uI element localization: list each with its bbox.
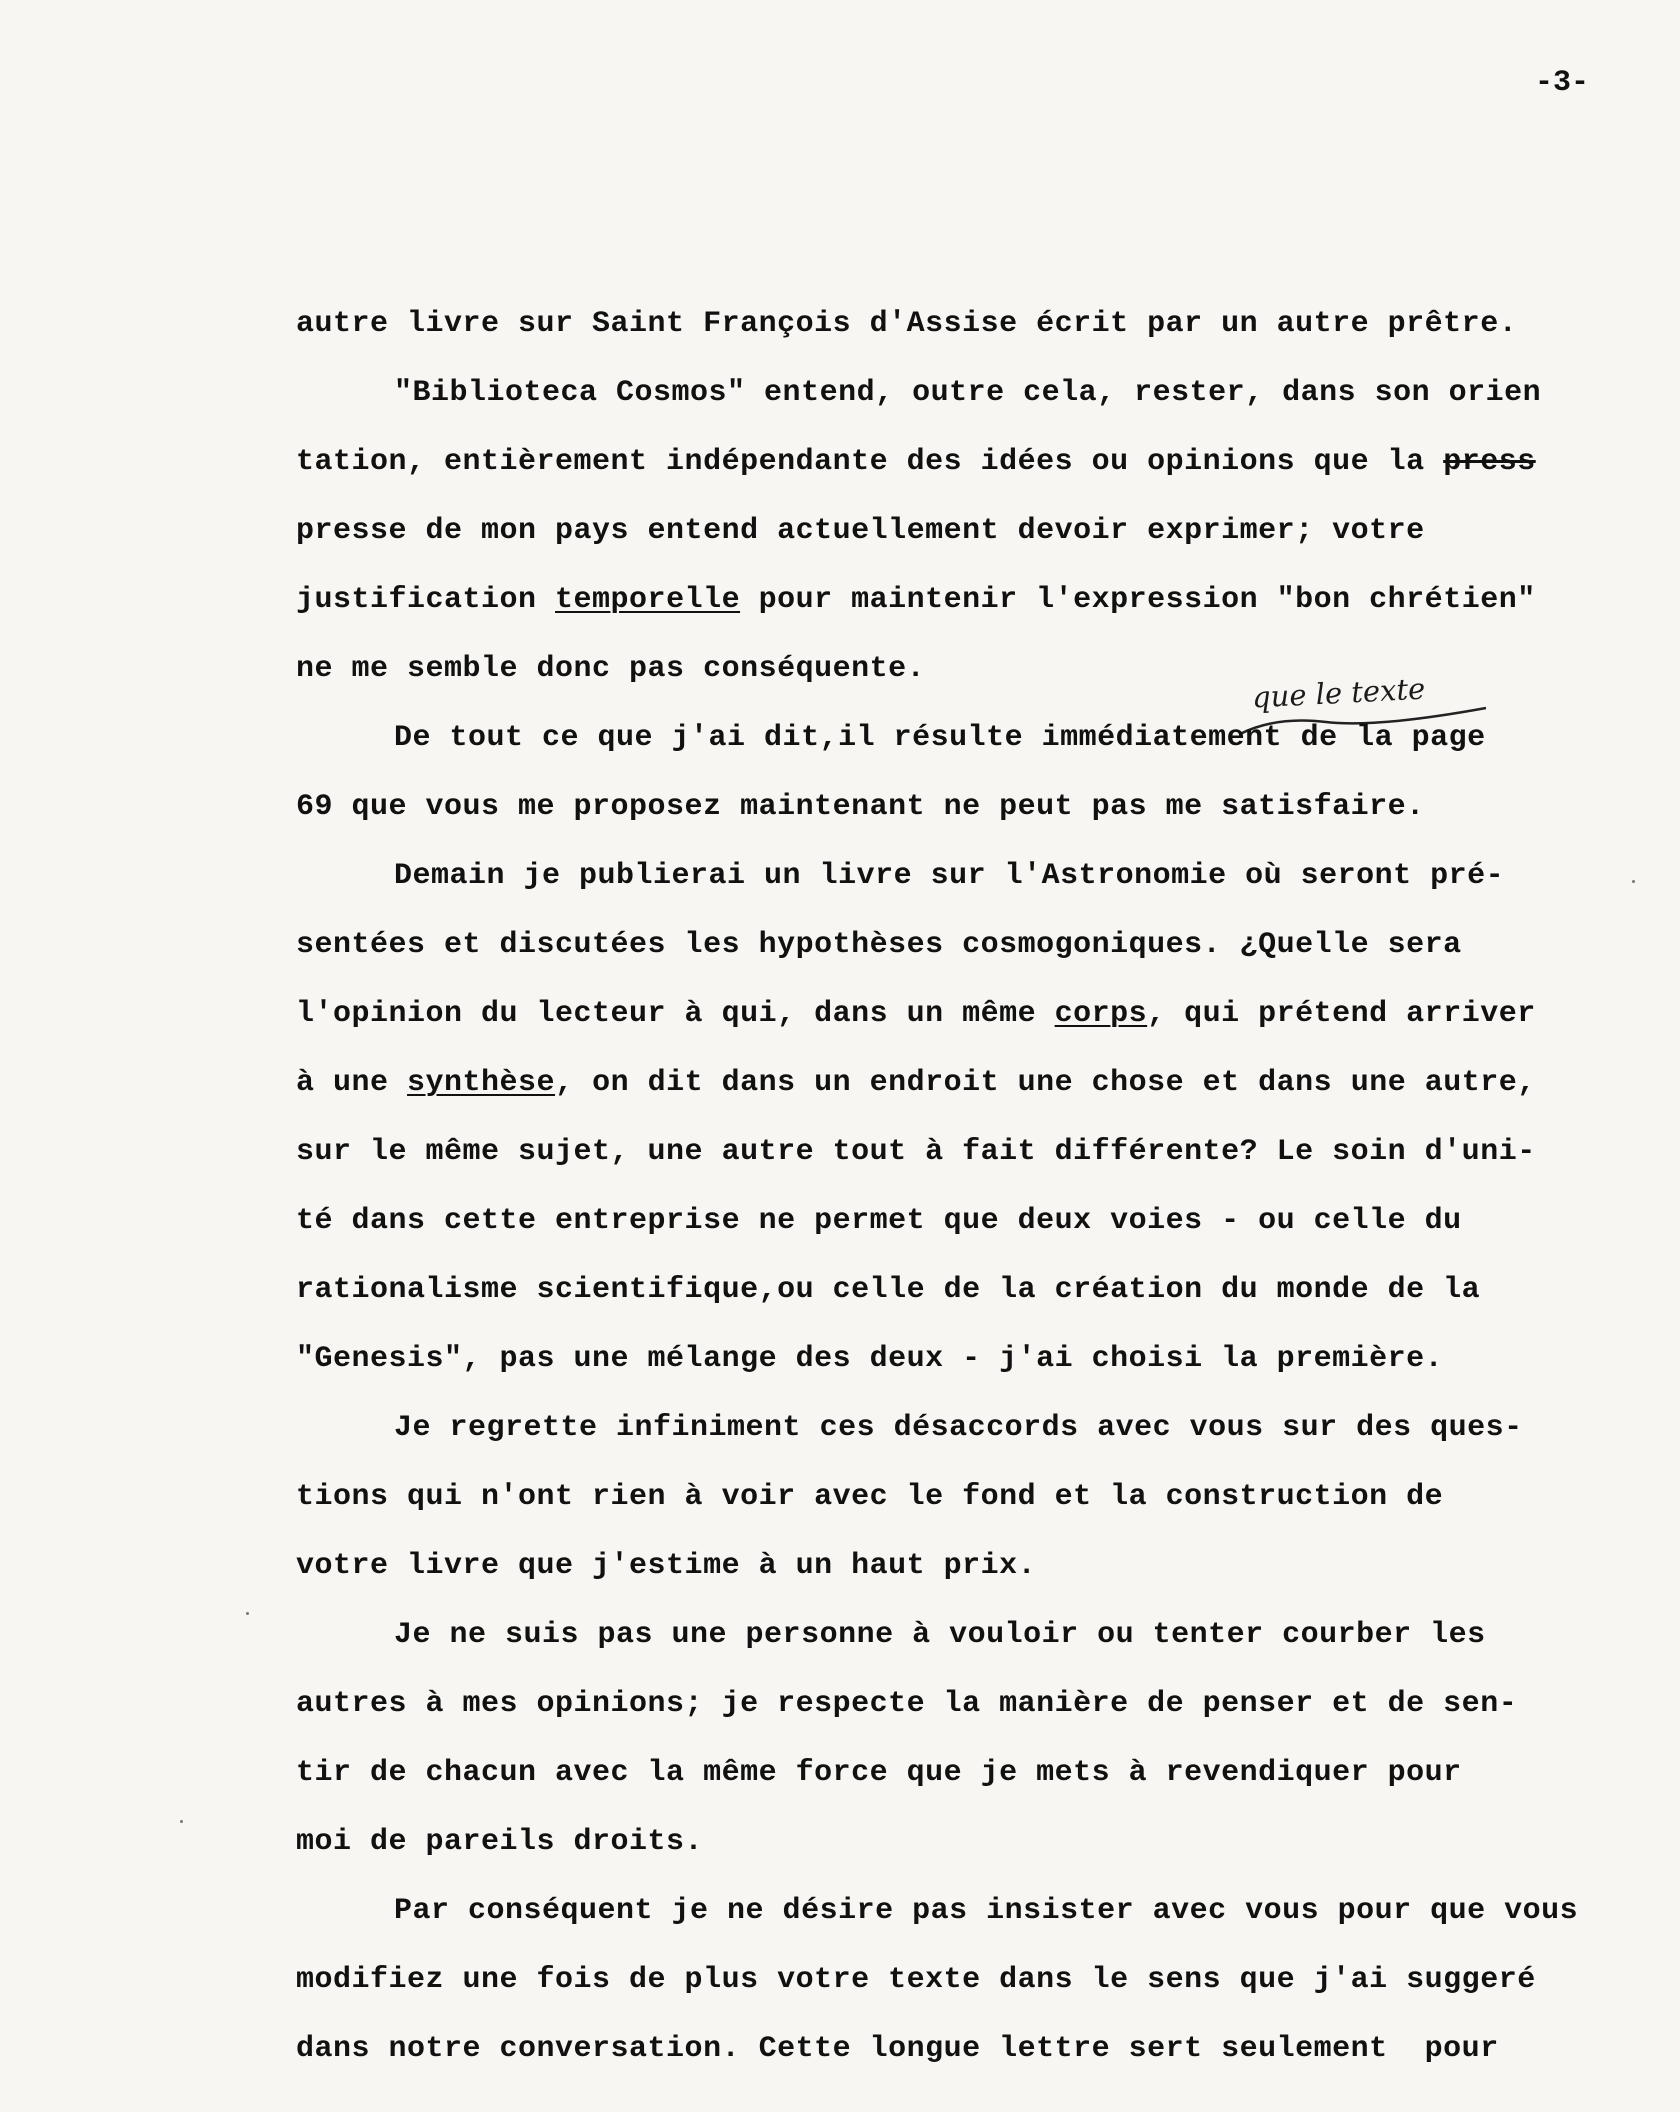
text-line [296,1808,1626,1877]
scan-speck [1632,880,1635,883]
line-text: presse de mon pays entend actuellement devoir exprimer; votre [296,514,1425,548]
line-text: Par conséquent je ne désire pas insister avec vous pour que vous [394,1894,1579,1928]
text-line [296,1187,1626,1256]
text-line [296,635,1626,704]
line-text: Demain je publierai un livre sur l'Astronomie où seront pré- [394,859,1505,893]
underlined-word: corps [1054,997,1148,1031]
text-line [296,704,1626,773]
line-text: tation, entièrement indépendante des idées ou opinions que la [296,445,1444,479]
line-text: votre livre que j'estime à un haut prix. [296,1549,1037,1583]
text-line [296,1118,1626,1187]
line-text: "Biblioteca Cosmos" entend, outre cela, rester, dans son orien [394,376,1542,410]
text-line [296,428,1626,497]
text-line [296,842,1626,911]
text-line [296,1601,1626,1670]
text-line [296,980,1626,1049]
line-text: Je regrette infiniment ces désaccords avec vous sur des ques- [394,1411,1523,1445]
line-text: l'opinion du lecteur à qui, dans un même [296,997,1055,1031]
line-text: moi de pareils droits. [296,1825,704,1859]
text-line [296,497,1626,566]
text-line [296,1049,1626,1118]
line-text: 69 que vous me proposez maintenant ne peut pas me satisfaire. [296,790,1425,824]
handwritten-insert: que le texte [1251,671,1427,715]
text-line [296,2015,1626,2084]
line-text: tir de chacun avec la même force que je mets à revendiquer pour [296,1756,1462,1790]
text-line [296,1532,1626,1601]
text-line [296,1394,1626,1463]
line-text: à une [296,1066,408,1100]
text-line [296,1670,1626,1739]
line-text: rationalisme scientifique,ou celle de la création du monde de la [296,1273,1481,1307]
line-text: dans notre conversation. Cette longue lettre sert seulement pour [296,2032,1499,2066]
text-line [296,911,1626,980]
text-line [296,1463,1626,1532]
line-text: autre livre sur Saint François d'Assise écrit par un autre prêtre. [296,307,1518,341]
line-text: té dans cette entreprise ne permet que deux voies - ou celle du [296,1204,1462,1238]
underlined-word: temporelle [555,583,741,617]
text-line [296,1877,1626,1946]
line-text: , qui prétend arriver [1147,997,1536,1031]
text-line [296,290,1626,359]
line-text: modifiez une fois de plus votre texte dans le sens que j'ai suggeré [296,1963,1536,1997]
line-text: sur le même sujet, une autre tout à fait différente? Le soin d'uni- [296,1135,1536,1169]
line-text: Je ne suis pas une personne à vouloir ou tenter courber les [394,1618,1486,1652]
line-text: autres à mes opinions; je respecte la manière de penser et de sen- [296,1687,1518,1721]
scan-speck [180,1820,183,1823]
line-text: justification [296,583,556,617]
letter-body [296,290,1626,2084]
text-line [296,1946,1626,2015]
text-line [296,1325,1626,1394]
line-text: "Genesis", pas une mélange des deux - j'ai choisi la première. [296,1342,1444,1376]
page-number: -3- [1535,66,1590,100]
text-line [296,1739,1626,1808]
line-text: sentées et discutées les hypothèses cosmogoniques. ¿Quelle sera [296,928,1462,962]
struck-word: press [1443,445,1536,479]
line-text: , on dit dans un endroit une chose et dans une autre, [555,1066,1536,1100]
line-text: tions qui n'ont rien à voir avec le fond et la construction de [296,1480,1444,1514]
text-line [296,1256,1626,1325]
scan-speck [246,1612,249,1615]
text-line [296,566,1626,635]
underlined-word: synthèse [407,1066,556,1100]
line-text: De tout ce que j'ai dit,il résulte immédiatement de la page [394,721,1486,755]
text-line [296,773,1626,842]
text-line [296,359,1626,428]
line-text: pour maintenir l'expression "bon chrétien" [740,583,1536,617]
line-text: ne me semble donc pas conséquente. [296,652,926,686]
